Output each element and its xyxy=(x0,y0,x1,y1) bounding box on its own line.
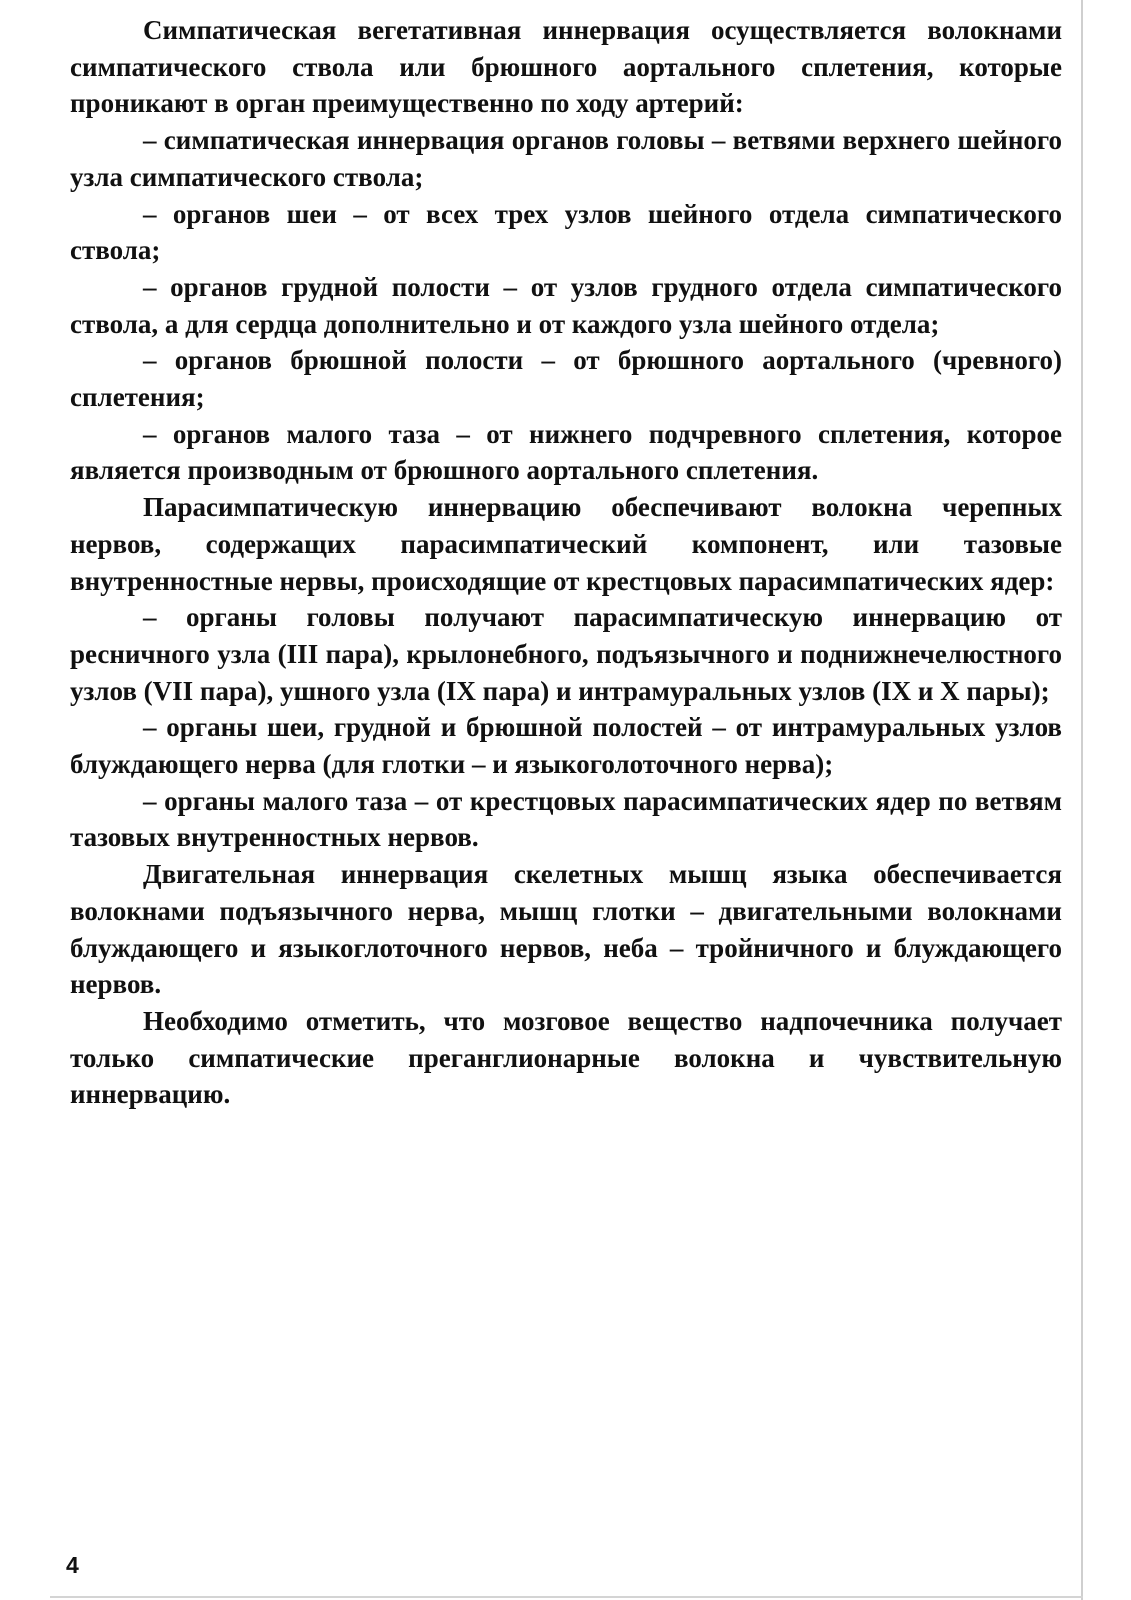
paragraph-pelvic-organs: – органов малого таза – от нижнего подчревного сплетения, которое является производным от брюшного аортального сплетения. xyxy=(70,418,1062,486)
page-edge-right-divider xyxy=(1081,0,1083,1600)
paragraph-adrenal-medulla: Необходимо отметить, что мозговое вещество надпочечника получает только симпатические преганглионарные волокна и чувствительную иннервацию. xyxy=(70,1005,1062,1110)
paragraph-abdominal-organs: – органов брюшной полости – от брюшного аортального (чревного) сплетения; xyxy=(70,345,1062,413)
paragraph-thoracic-organs: – органов грудной полости – от узлов грудного отдела симпатического ствола, а для сердца дополнительно и от каждого узла шейного отдела; xyxy=(70,271,1062,339)
body-text xyxy=(70,12,1062,1113)
paragraph-head-parasympathetic: – органы головы получают парасимпатическую иннервацию от ресничного узла (III пара), крылонебного, подъязычного и поднижнечелюстного узлов (VII пара), ушного узла (IX пара) и интрамуральных узлов (IX и X пары); xyxy=(70,602,1062,706)
page-number: 4 xyxy=(66,1552,79,1578)
paragraph-neck-organs: – органов шеи – от всех трех узлов шейного отдела симпатического ствола; xyxy=(70,198,1062,266)
page-edge-bottom-divider xyxy=(50,1596,1083,1598)
paragraph-pelvic-parasympathetic: – органы малого таза – от крестцовых парасимпатических ядер по ветвям тазовых внутренностных нервов. xyxy=(70,785,1062,853)
paragraph-motor-innervation: Двигательная иннервация скелетных мышц языка обеспечивается волокнами подъязычного нерва, мышц глотки – двигательными волокнами блуждающего и языкоглоточного нервов, неба – тройничного и блуждающего нервов. xyxy=(70,859,1062,1000)
paragraph-neck-chest-abdomen-parasympathetic: – органы шеи, грудной и брюшной полостей – от интрамуральных узлов блуждающего нерва (для глотки – и языкоголоточного нерва); xyxy=(70,712,1062,780)
paragraph-head-organs: – симпатическая иннервация органов головы – ветвями верхнего шейного узла симпатического ствола; xyxy=(70,125,1062,192)
paragraph-sympathetic-intro: Симпатическая вегетативная иннервация осуществляется волокнами симпатического ствола или брюшного аортального сплетения, которые проникают в орган преимущественно по ходу артерий: xyxy=(70,15,1062,119)
paragraph-parasympathetic-intro: Парасимпатическую иннервацию обеспечивают волокна черепных нервов, содержащих парасимпатический компонент, или тазовые внутренностные нервы, происходящие от крестцовых парасимпатических ядер: xyxy=(70,492,1062,596)
